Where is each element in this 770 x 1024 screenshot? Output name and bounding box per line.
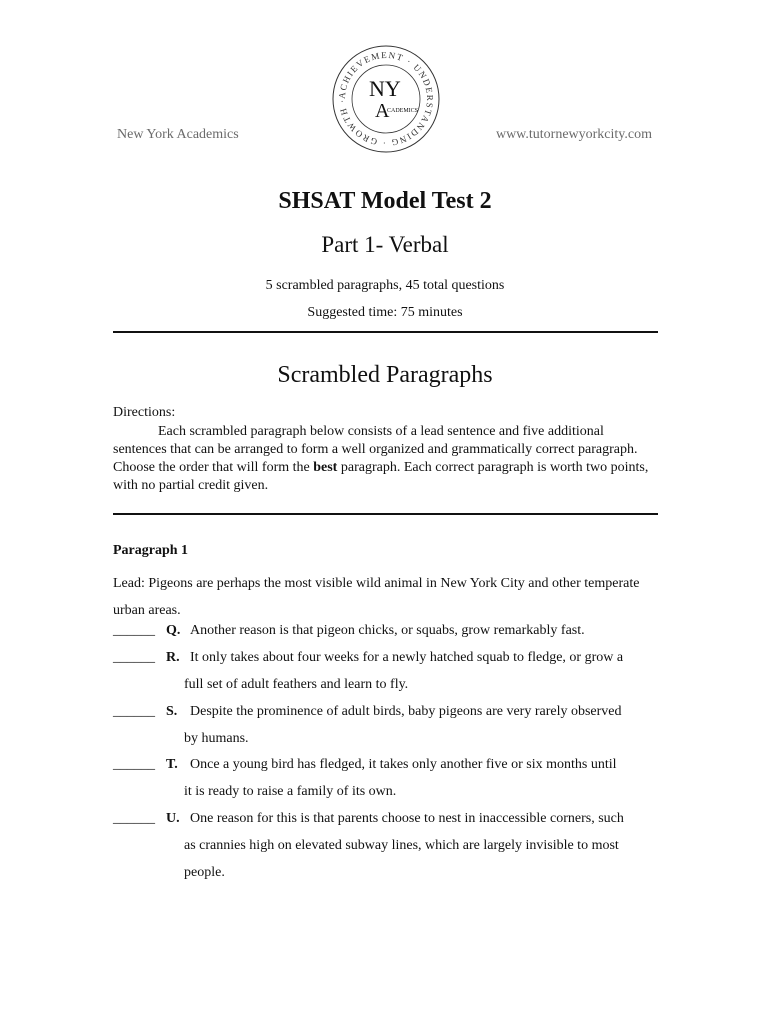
option-letter: R. (166, 650, 180, 665)
divider (113, 331, 658, 333)
divider (113, 513, 658, 515)
answer-blank[interactable]: ______ (113, 757, 155, 772)
answer-blank[interactable]: ______ (113, 704, 155, 719)
test-title: SHSAT Model Test 2 (278, 188, 492, 214)
option-text: It only takes about four weeks for a newly hatched squab to fledge, or grow a full set of adult feathers and learn to fly. (184, 650, 624, 692)
option-text: Despite the prominence of adult birds, baby pigeons are very rarely observed by humans. (184, 704, 622, 746)
option-text: Another reason is that pigeon chicks, or squabs, grow remarkably fast. (190, 623, 585, 638)
answer-blank[interactable]: ______ (113, 650, 155, 665)
section-heading: Scrambled Paragraphs (277, 362, 493, 388)
option-text: Once a young bird has fledged, it takes only another five or six months until it is ready to raise a family of its own. (184, 757, 617, 799)
directions-text: Each scrambled paragraph below consists of a lead sentence and five additional sentences that can be arranged to form a well organized and grammatically correct paragraph. Choose the order that will form the best paragraph. Each correct paragraph is worth two points, with no partial credit given. (113, 424, 649, 493)
seal-monogram: NY (369, 76, 401, 101)
seal-monogram-a: A (375, 100, 390, 122)
option-letter: Q. (166, 623, 181, 638)
academy-seal-logo (331, 44, 441, 154)
option-letter: S. (166, 704, 178, 719)
directions-bold-word: best (313, 460, 338, 475)
answer-blank[interactable]: ______ (113, 623, 155, 638)
part-title: Part 1- Verbal (321, 232, 449, 257)
paragraph-title: Paragraph 1 (113, 543, 189, 558)
seal-ring-text: ACHIEVEMENT · UNDERSTANDING · GROWTH · (336, 49, 436, 149)
question-count: 5 scrambled paragraphs, 45 total questions (265, 278, 505, 293)
lead-sentence: Lead: Pigeons are perhaps the most visible wild animal in New York City and other temperate urban areas. (113, 576, 640, 618)
seal-academics: CADEMICS (387, 108, 419, 114)
directions-label: Directions: (113, 405, 176, 420)
suggested-time: Suggested time: 75 minutes (307, 305, 463, 320)
header-left-text: New York Academics (117, 127, 239, 142)
option-letter: U. (166, 811, 180, 826)
option-letter: T. (166, 757, 178, 772)
header-right-url: www.tutornewyorkcity.com (495, 127, 652, 142)
answer-blank[interactable]: ______ (113, 811, 155, 826)
option-text: One reason for this is that parents choose to nest in inaccessible corners, such as crannies high on elevated subway lines, which are largely invisible to most people. (184, 811, 624, 880)
